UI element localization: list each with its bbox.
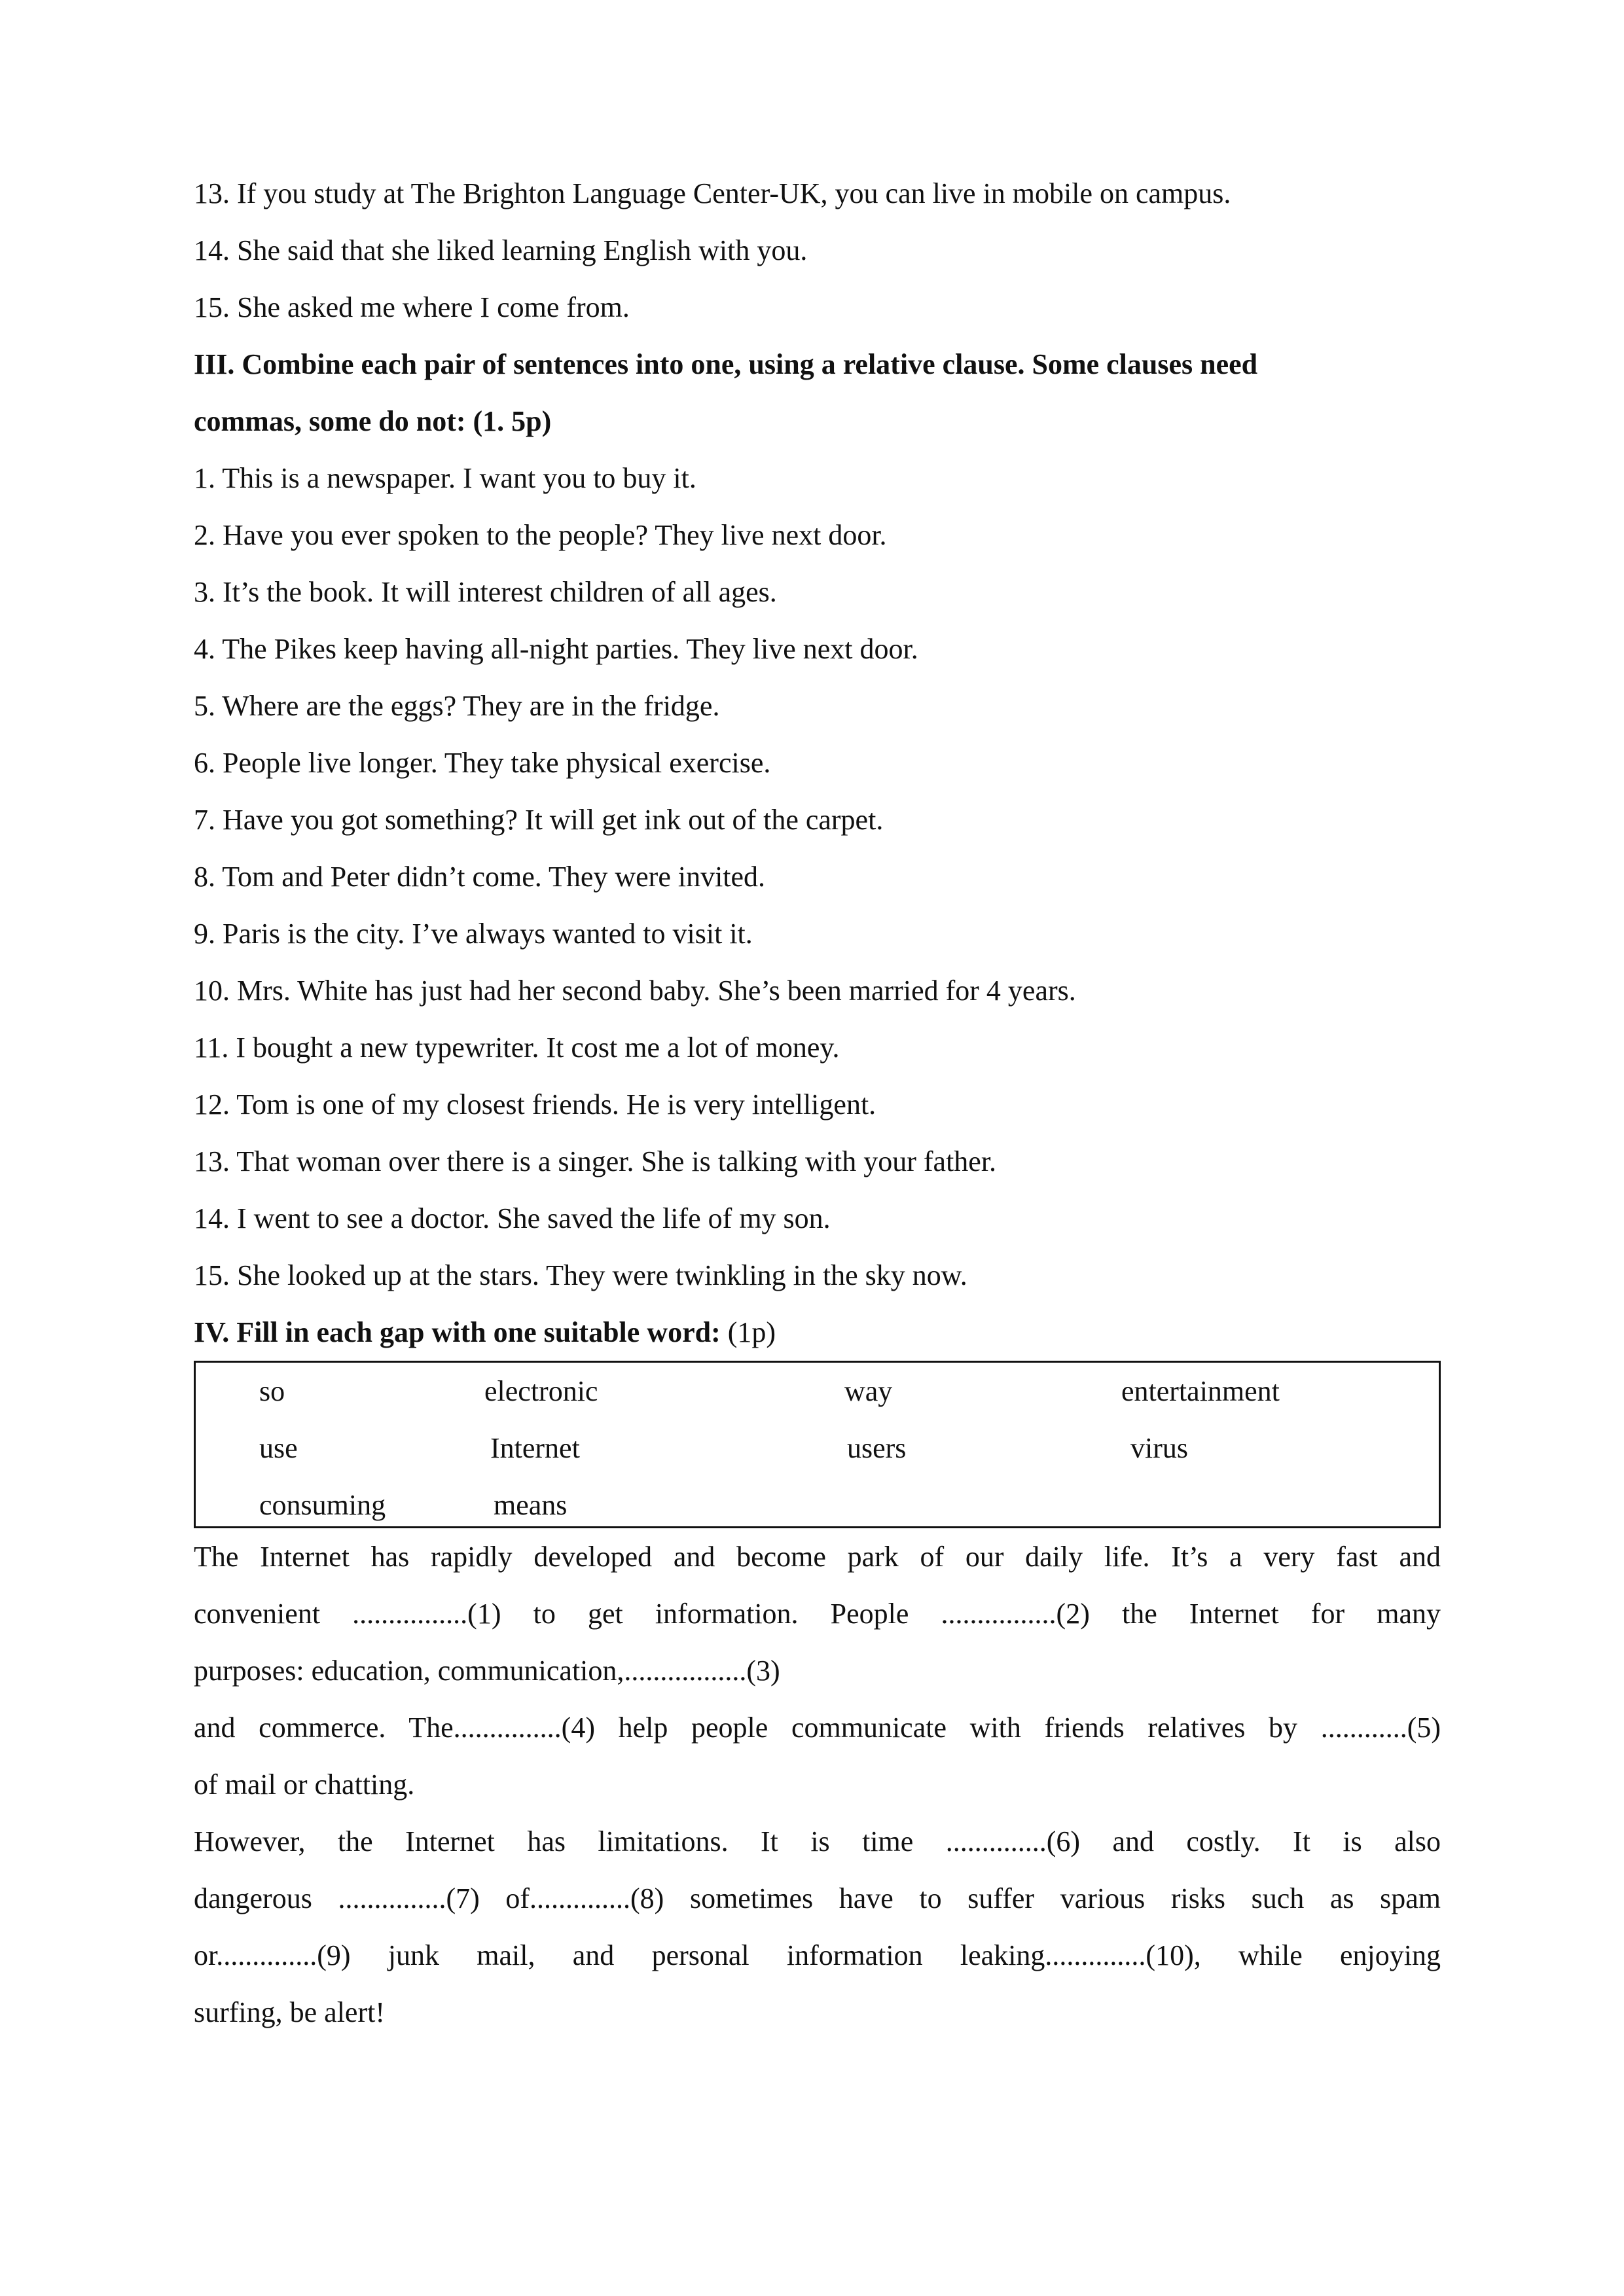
list-item: 1. This is a newspaper. I want you to buy it. bbox=[194, 462, 696, 494]
passage-line: dangerous ...............(7) of..............(8) sometimes have to suffer various risks such as spam bbox=[194, 1882, 1441, 1914]
passage-line: or..............(9) junk mail, and personal information leaking..............(10), while enjoying bbox=[194, 1939, 1441, 1971]
section-3-heading-cont: commas, some do not: (1. 5p) bbox=[194, 405, 552, 437]
list-item: 2. Have you ever spoken to the people? They live next door. bbox=[194, 519, 887, 551]
list-item: 14. I went to see a doctor. She saved the life of my son. bbox=[194, 1202, 831, 1234]
word-box-item: way bbox=[844, 1375, 893, 1407]
section-4-points: (1p) bbox=[720, 1316, 776, 1348]
passage-line: However, the Internet has limitations. It is time ..............(6) and costly. It is also bbox=[194, 1825, 1441, 1857]
passage-line: surfing, be alert! bbox=[194, 1996, 385, 2028]
section-4-heading bbox=[194, 1304, 1441, 1361]
passage-line: of mail or chatting. bbox=[194, 1768, 415, 1801]
passage-line: The Internet has rapidly developed and become park of our daily life. It’s a very fast and bbox=[194, 1541, 1441, 1573]
list-item: 5. Where are the eggs? They are in the fridge. bbox=[194, 690, 720, 722]
word-box-item: use bbox=[259, 1432, 298, 1464]
section-4-heading-text: IV. Fill in each gap with one suitable word: bbox=[194, 1316, 721, 1348]
word-box-item: consuming bbox=[259, 1489, 386, 1521]
list-item: 6. People live longer. They take physical exercise. bbox=[194, 747, 771, 779]
list-item: 3. It’s the book. It will interest children of all ages. bbox=[194, 576, 777, 608]
word-box-item: virus bbox=[1130, 1432, 1188, 1464]
word-box-item: so bbox=[259, 1375, 285, 1407]
list-item: 8. Tom and Peter didn’t come. They were invited. bbox=[194, 861, 766, 893]
list-item: 15. She looked up at the stars. They were twinkling in the sky now. bbox=[194, 1259, 967, 1291]
page-content bbox=[194, 165, 1441, 2041]
list-item: 10. Mrs. White has just had her second baby. She’s been married for 4 years. bbox=[194, 975, 1076, 1007]
list-item: 11. I bought a new typewriter. It cost me a lot of money. bbox=[194, 1031, 840, 1064]
section-3-heading: III. Combine each pair of sentences into one, using a relative clause. Some clauses need bbox=[194, 348, 1258, 380]
list-item: 9. Paris is the city. I’ve always wanted to visit it. bbox=[194, 918, 753, 950]
passage-line: purposes: education, communication,.................(3) bbox=[194, 1655, 780, 1687]
passage-line: convenient ................(1) to get information. People ................(2) the Internet for many bbox=[194, 1598, 1441, 1630]
word-box-item: users bbox=[847, 1432, 907, 1464]
word-box-item: entertainment bbox=[1121, 1375, 1280, 1407]
word-box-item: Internet bbox=[490, 1432, 580, 1464]
list-item: 15. She asked me where I come from. bbox=[194, 291, 630, 323]
list-item: 13. If you study at The Brighton Language Center-UK, you can live in mobile on campus. bbox=[194, 177, 1231, 209]
list-item: 14. She said that she liked learning English with you. bbox=[194, 234, 808, 266]
word-box bbox=[194, 1361, 1441, 1528]
list-item: 4. The Pikes keep having all-night parties. They live next door. bbox=[194, 633, 918, 665]
list-item: 12. Tom is one of my closest friends. He is very intelligent. bbox=[194, 1088, 876, 1121]
word-box-item: electronic bbox=[484, 1375, 598, 1407]
list-item: 7. Have you got something? It will get ink out of the carpet. bbox=[194, 804, 884, 836]
passage-line: and commerce. The...............(4) help people communicate with friends relatives by ............(5) bbox=[194, 1712, 1441, 1744]
word-box-item: means bbox=[494, 1489, 568, 1521]
list-item: 13. That woman over there is a singer. She is talking with your father. bbox=[194, 1145, 997, 1177]
